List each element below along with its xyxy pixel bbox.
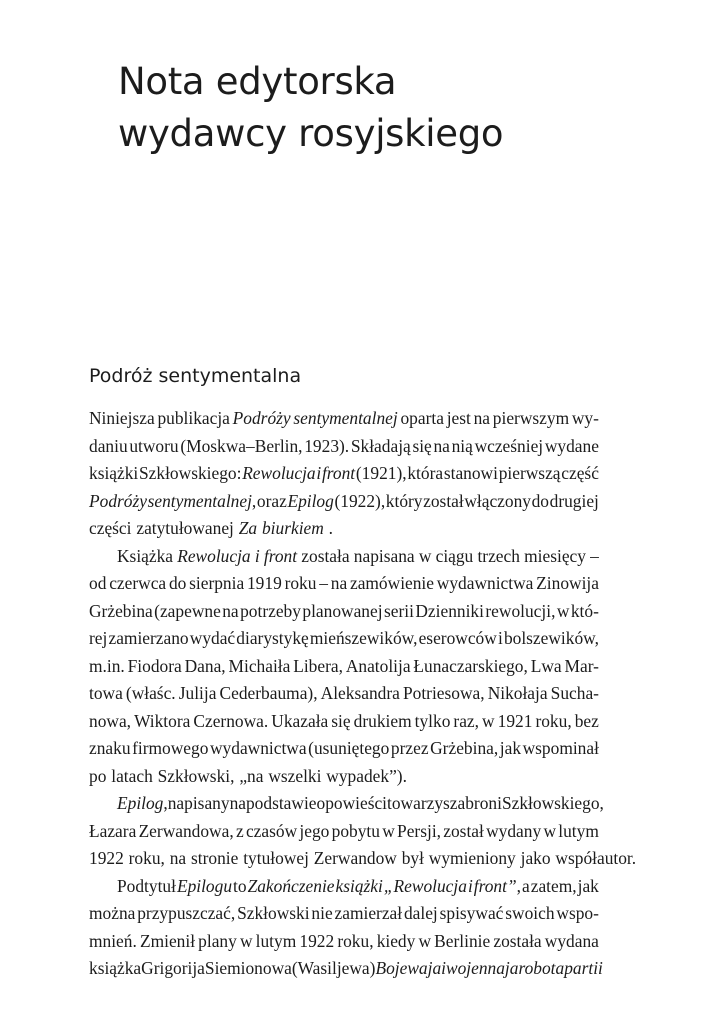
text-line: Podróży sentymentalnej, oraz Epilog (1922), który został włączony do drugiej bbox=[89, 490, 599, 511]
text-line: Podtytuł Epilogu to Zakończenie książki „Rewolucja i front”, a zatem, jak bbox=[117, 875, 599, 896]
text-line: nowa, Wiktora Czernowa. Ukazała się drukiem tylko raz, w 1921 roku, bez bbox=[89, 710, 599, 731]
chapter-title-line-2: wydawcy rosyjskiego bbox=[118, 112, 504, 155]
text-line: towa (właśc. Julija Cederbauma), Aleksandra Potriesowa, Nikołaja Sucha- bbox=[89, 683, 599, 703]
text-line: m.in. Fiodora Dana, Michaiła Libera, Anatolija Łunaczarskiego, Lwa Mar- bbox=[89, 655, 599, 676]
text-line: Grżebina (zapewne na potrzeby planowanej serii Dzienniki rewolucji, w któ- bbox=[89, 600, 599, 621]
text-line: można przypuszczać, Szkłowski nie zamierzał dalej spisywać swoich wspo- bbox=[89, 903, 599, 923]
text-line: książka Grigorija Siemionowa (Wasiljewa) Bojewaja i wojennaja robota partii bbox=[89, 958, 603, 978]
text-line: książki Szkłowskiego: Rewolucja i front (1921), która stanowi pierwszą część bbox=[89, 463, 599, 483]
text-line: 1922 roku, na stronie tytułowej Zerwandow był wymieniony jako współautor. bbox=[89, 848, 637, 868]
body-text bbox=[89, 405, 637, 983]
text-line: Książka Rewolucja i front została napisana w ciągu trzech miesięcy – bbox=[117, 545, 599, 566]
section-heading: Podróż sentymentalna bbox=[89, 365, 302, 387]
chapter-title bbox=[118, 56, 503, 160]
text-line: znaku firmowego wydawnictwa (usuniętego przez Grżebina, jak wspominał bbox=[89, 738, 599, 758]
text-line: Epilog, napisany na podstawie opowieści towarzysza broni Szkłowskiego, bbox=[117, 793, 604, 813]
text-line: części zatytułowanej Za biurkiem . bbox=[89, 518, 334, 538]
chapter-title-line-1: Nota edytorska bbox=[118, 60, 397, 103]
text-line: Łazara Zerwandowa, z czasów jego pobytu w Persji, został wydany w lutym bbox=[89, 820, 599, 841]
text-line: po latach Szkłowski, „na wszelki wypadek”). bbox=[89, 765, 407, 786]
text-line: od czerwca do sierpnia 1919 roku – na zamówienie wydawnictwa Zinowija bbox=[89, 573, 599, 593]
text-line: mnień. Zmienił plany w lutym 1922 roku, kiedy w Berlinie została wydana bbox=[89, 930, 599, 951]
text-line: rej zamierzano wydać diarystykę mieńszewików, eserowców i bolszewików, bbox=[89, 628, 599, 648]
text-line: Niniejsza publikacja Podróży sentymentalnej oparta jest na pierwszym wy- bbox=[89, 408, 599, 428]
text-line: daniu utworu (Moskwa–Berlin, 1923). Składają się na nią wcześniej wydane bbox=[89, 435, 599, 456]
